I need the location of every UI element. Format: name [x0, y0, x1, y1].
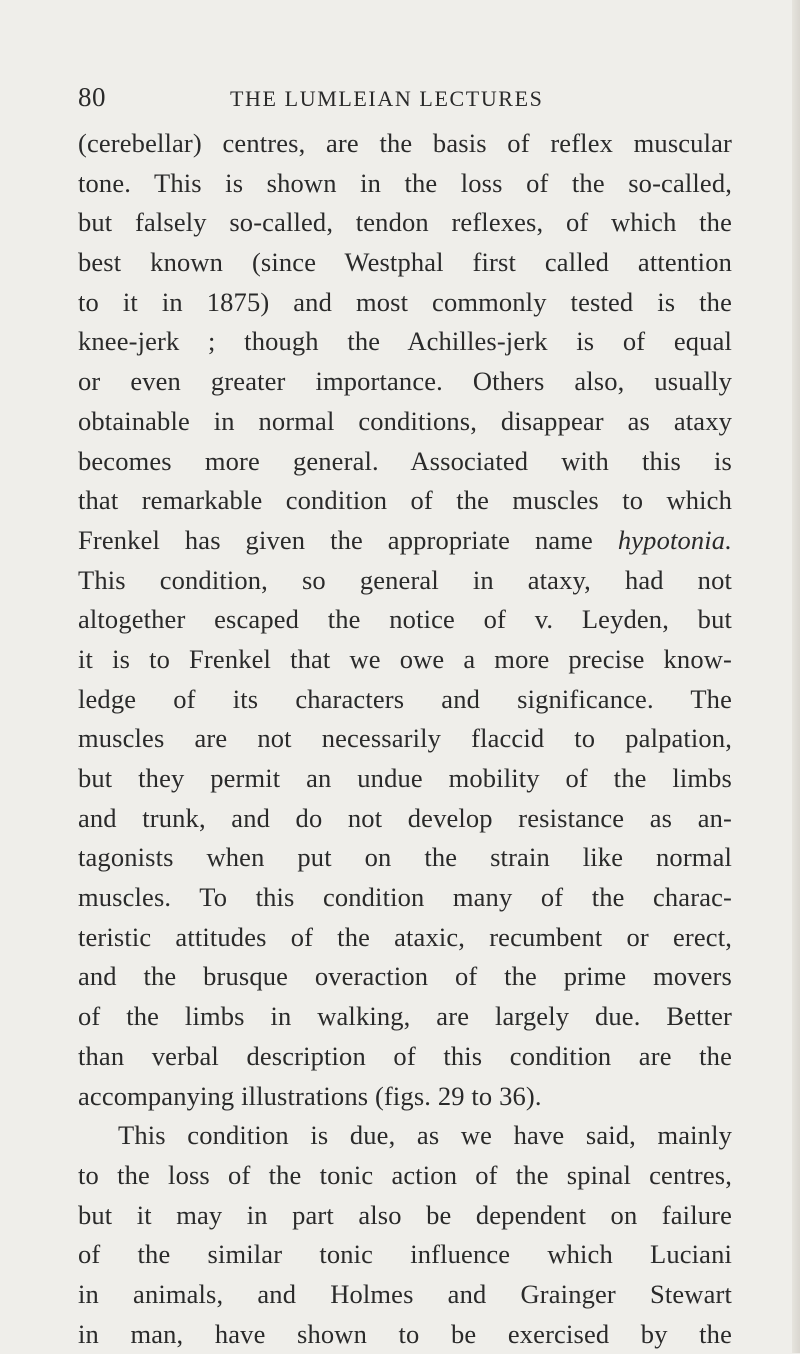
text-line: (cerebellar) centres, are the basis of reflex muscular — [78, 128, 732, 158]
text-line: tone. This is shown in the loss of the so-called, — [78, 167, 732, 198]
text-line: teristic attitudes of the ataxic, recumbent or erect, — [78, 921, 732, 952]
page-number: 80 — [78, 82, 106, 112]
text-line: but falsely so-called, tendon reflexes, of which the — [78, 207, 732, 238]
page-edge — [792, 0, 800, 1353]
text-line: it is to Frenkel that we owe a more precise know- — [78, 643, 732, 674]
text-line: becomes more general. Associated with this is — [78, 445, 732, 476]
text-line: or even greater importance. Others also, usually — [78, 366, 732, 397]
running-head: THE LUMLEIAN LECTURES — [230, 86, 544, 111]
text-line: and the brusque overaction of the prime movers — [78, 961, 732, 992]
text-line: but they permit an undue mobility of the limbs — [78, 763, 732, 793]
italic-term: hypotonia. — [617, 524, 732, 555]
text-line: that remarkable condition of the muscles to which — [78, 485, 732, 516]
text-line: in man, have shown to be exercised by the — [78, 1318, 732, 1349]
text-line: knee-jerk ; though the Achilles-jerk is of equal — [78, 326, 732, 357]
body-text — [78, 124, 732, 1354]
text-line-paragraph-end: accompanying illustrations (figs. 29 to 36). — [78, 1080, 542, 1111]
text-line-paragraph-start: This condition is due, as we have said, mainly — [118, 1120, 732, 1151]
text-line: best known (since Westphal first called attention — [78, 247, 732, 278]
text-line: to it in 1875) and most commonly tested is the — [78, 286, 732, 317]
text-line: of the limbs in walking, are largely due. Better — [78, 1001, 732, 1032]
text-line: muscles. To this condition many of the charac- — [78, 882, 732, 913]
text-line: ledge of its characters and significance. The — [78, 683, 732, 714]
text-line: obtainable in normal conditions, disappear as ataxy — [78, 405, 732, 436]
text-line: and trunk, and do not develop resistance as an- — [78, 802, 732, 833]
text-line: than verbal description of this condition are the — [78, 1040, 732, 1071]
text-line: altogether escaped the notice of v. Leyden, but — [78, 604, 732, 635]
text-line: This condition, so general in ataxy, had not — [78, 564, 732, 595]
text-line: tagonists when put on the strain like normal — [78, 842, 732, 873]
text-line: muscles are not necessarily flaccid to palpation, — [78, 723, 732, 754]
text-line: but it may in part also be dependent on failure — [78, 1199, 732, 1230]
text-line: in animals, and Holmes and Grainger Stewart — [78, 1278, 732, 1309]
text-segment: Frenkel has given the appropriate name — [78, 524, 593, 555]
text-line-with-term — [78, 521, 732, 561]
text-line: to the loss of the tonic action of the spinal centres, — [78, 1159, 732, 1190]
text-line: of the similar tonic influence which Luciani — [78, 1239, 732, 1270]
page-header — [78, 82, 726, 116]
